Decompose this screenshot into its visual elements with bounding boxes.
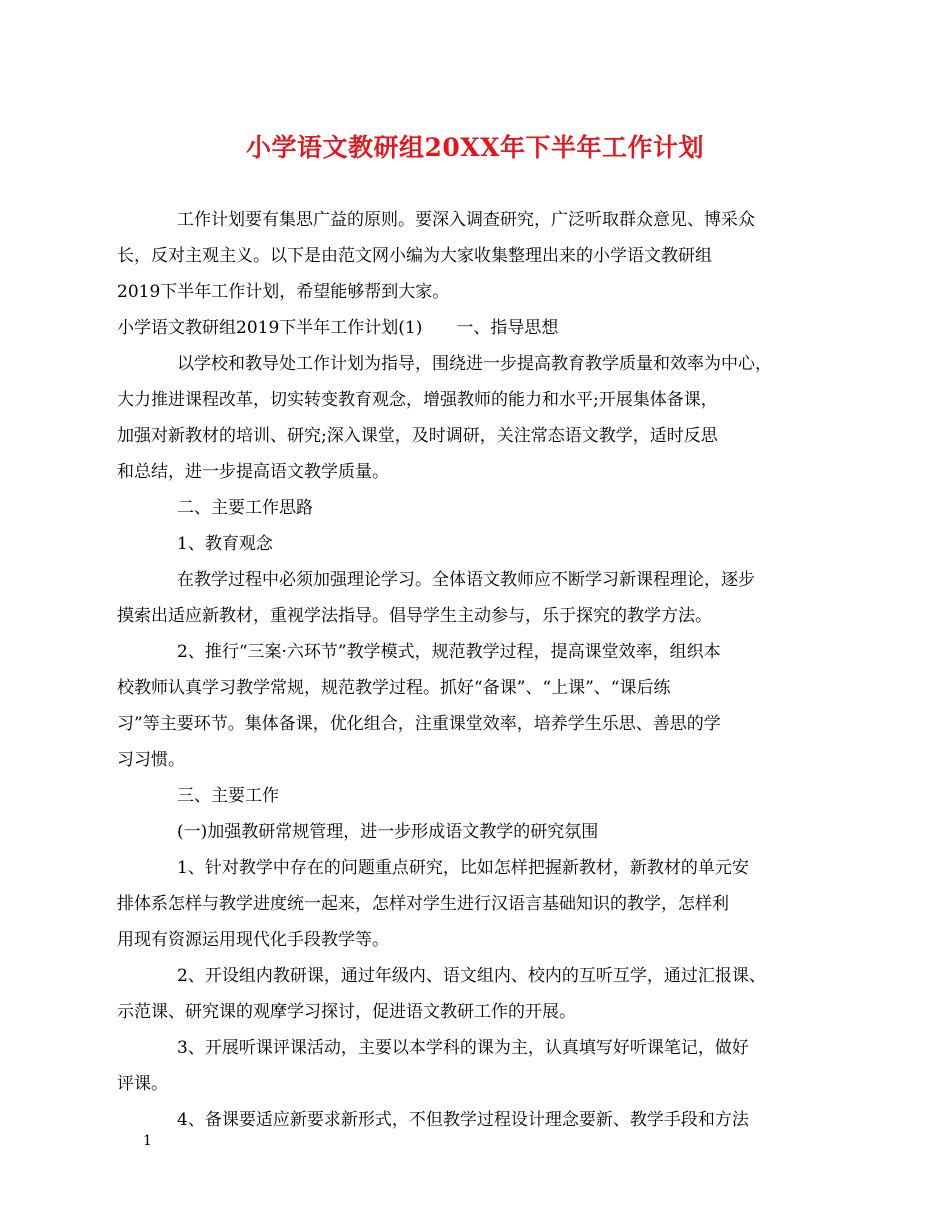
text-line: 摸索出适应新教材，重视学法指导。倡导学生主动参与，乐于探究的教学方法。: [117, 606, 712, 626]
text-line: 用现有资源运用现代化手段教学等。: [117, 930, 389, 950]
subsection-heading: 1、教育观念: [177, 534, 273, 554]
subsection-heading: (一)加强教研常规管理，进一步形成语文教学的研究氛围: [177, 822, 599, 842]
text-line: 习”等主要环节。集体备课，优化组合，注重课堂效率，培养学生乐思、善思的学: [117, 714, 721, 734]
text-line: 和总结，进一步提高语文教学质量。: [117, 462, 389, 482]
text-line: 1、针对教学中存在的问题重点研究，比如怎样把握新教材，新教材的单元安: [177, 858, 749, 878]
text-line: 排体系怎样与教学进度统一起来，怎样对学生进行汉语言基础知识的教学，怎样利: [117, 894, 729, 914]
text-line: 习习惯。: [117, 750, 185, 770]
text-line: 以学校和教导处工作计划为指导，围绕进一步提高教育教学质量和效率为中心，: [177, 354, 772, 374]
text-line: 2、推行“三案·六环节”教学模式，规范教学过程，提高课堂效率，组织本: [177, 642, 721, 662]
page-number: 1: [143, 1133, 152, 1149]
section-heading: 三、主要工作: [177, 786, 279, 806]
text-line: 长，反对主观主义。以下是由范文网小编为大家收集整理出来的小学语文教研组: [117, 246, 712, 266]
text-line: 小学语文教研组2019下半年工作计划(1) 一、指导思想: [117, 318, 559, 338]
text-line: 加强对新教材的培训、研究;深入课堂，及时调研，关注常态语文教学，适时反思: [117, 426, 718, 446]
text-line: 在教学过程中必须加强理论学习。全体语文教师应不断学习新课程理论，逐步: [177, 570, 755, 590]
text-line: 3、开展听课评课活动，主要以本学科的课为主，认真填写好听课笔记，做好: [177, 1038, 749, 1058]
text-line: 2019下半年工作计划，希望能够帮到大家。: [117, 282, 450, 302]
text-line: 校教师认真学习教学常规，规范教学过程。抓好“备课”、“上课”、“课后练: [117, 678, 671, 698]
text-line: 2、开设组内教研课，通过年级内、语文组内、校内的互听互学，通过汇报课、: [177, 966, 766, 986]
section-heading: 二、主要工作思路: [177, 498, 313, 518]
text-line: 示范课、研究课的观摩学习探讨，促进语文教研工作的开展。: [117, 1002, 576, 1022]
text-line: 大力推进课程改革，切实转变教育观念，增强教师的能力和水平;开展集体备课，: [117, 390, 718, 410]
text-line: 工作计划要有集思广益的原则。要深入调查研究，广泛听取群众意见、博采众: [177, 210, 755, 230]
text-line: 4、备课要适应新要求新形式，不但教学过程设计理念要新、教学手段和方法: [177, 1110, 749, 1130]
document-title: 小学语文教研组20XX年下半年工作计划: [245, 133, 705, 162]
text-line: 评课。: [117, 1074, 168, 1094]
